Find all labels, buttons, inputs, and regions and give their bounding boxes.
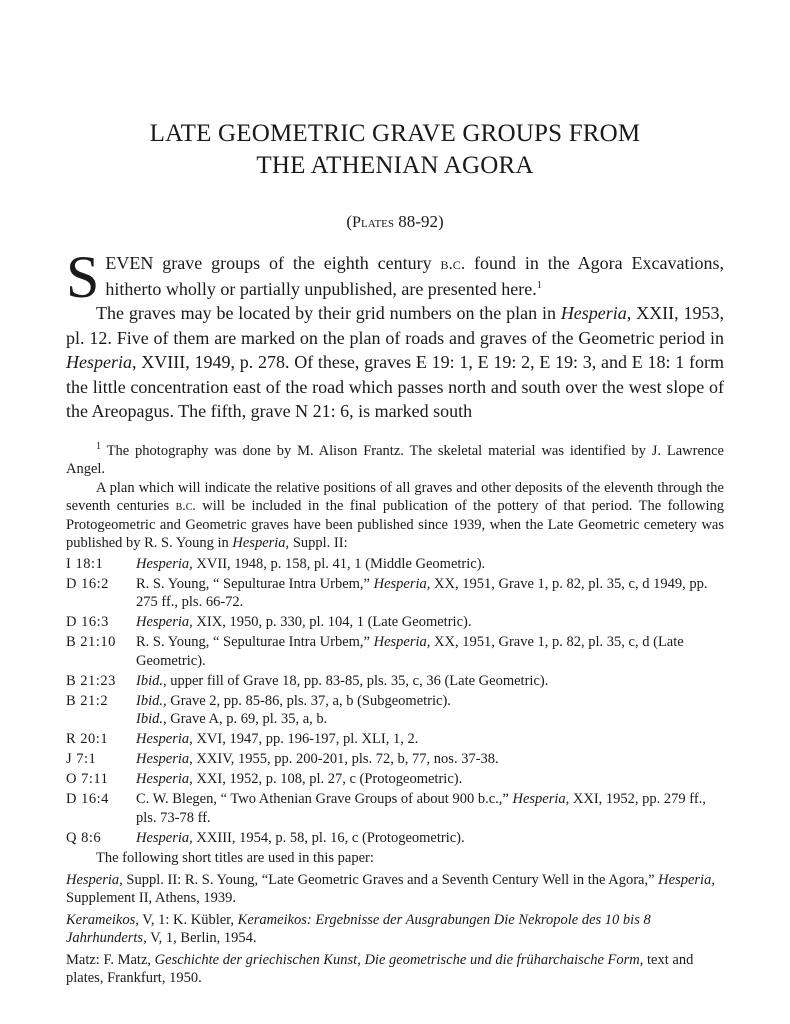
reference-line bbox=[136, 790, 724, 827]
ref-pre: C. W. Blegen, “ Two Athenian Grave Groups of about 900 b.c.,” bbox=[136, 791, 513, 807]
ref-journal: Hesperia, bbox=[512, 791, 570, 807]
page bbox=[66, 118, 724, 988]
reference-line bbox=[136, 633, 724, 670]
fn-text-c: Suppl. II: bbox=[289, 535, 348, 551]
loc-text-a: The graves may be located by their grid numbers on the plan in bbox=[96, 303, 561, 323]
reference-row bbox=[66, 555, 724, 574]
reference-line bbox=[136, 770, 724, 789]
article-title bbox=[66, 118, 724, 182]
ref-post: XX, 1951, Grave 1, p. 82, pl. 35, c, d 1949, pp. 275 ff., pls. 66-72. bbox=[136, 575, 708, 610]
ref-journal: Hesperia, bbox=[136, 731, 193, 747]
short-title-abbr: Hesperia, bbox=[66, 871, 123, 888]
short-title-entry bbox=[66, 871, 724, 908]
reference-desc bbox=[136, 750, 724, 769]
ref-post: XXI, 1952, p. 108, pl. 27, c (Protogeometric). bbox=[192, 771, 463, 787]
reference-desc bbox=[136, 633, 724, 670]
fn-text-b: will be included in the final publication of the pottery of that period. The following Protogeometric and Geometric graves have been published since 1939, when the Late Geometric cemetery was published by R. S. Young in bbox=[66, 498, 724, 551]
title-line-1: LATE GEOMETRIC GRAVE GROUPS FROM bbox=[149, 120, 641, 147]
reference-line bbox=[136, 730, 724, 749]
grave-id: O 7:11 bbox=[66, 771, 109, 787]
reference-line bbox=[136, 575, 724, 612]
ref-post: upper fill of Grave 18, pp. 83-85, pls. 35, c, 36 (Late Geometric). bbox=[166, 672, 549, 689]
footnote-line-1 bbox=[66, 442, 724, 479]
intro-paragraph bbox=[66, 244, 724, 310]
reference-row bbox=[66, 613, 724, 632]
fn-hesperia: Hesperia, bbox=[232, 535, 290, 551]
loc-hesperia-1: Hesperia, bbox=[560, 303, 632, 323]
reference-row bbox=[66, 672, 724, 691]
reference-row bbox=[66, 770, 724, 789]
footnote-paragraph-2 bbox=[66, 479, 724, 553]
ref-post: XVII, 1948, p. 158, pl. 41, 1 (Middle Geometric). bbox=[192, 555, 486, 572]
short-title-abbr: Kerameikos, bbox=[66, 911, 139, 928]
ref-post: XXI, 1952, pp. 279 ff., pls. 73-78 ff. bbox=[136, 791, 706, 826]
ref-post: XXIV, 1955, pp. 200-201, pls. 72, b, 77, nos. 37-38. bbox=[192, 751, 499, 767]
short-titles-list bbox=[66, 871, 724, 988]
grave-id: Q 8:6 bbox=[66, 829, 102, 846]
reference-line bbox=[136, 672, 724, 691]
ref-post: XXIII, 1954, p. 58, pl. 16, c (Protogeometric). bbox=[192, 829, 465, 846]
reference-line bbox=[136, 555, 724, 574]
ref-pre: R. S. Young, “ Sepulturae Intra Urbem,” bbox=[136, 634, 374, 650]
short-title-abbr-rest: Matz: bbox=[66, 951, 100, 968]
ref-post: XVI, 1947, pp. 196-197, pl. XLI, 1, 2. bbox=[192, 731, 419, 747]
reference-row bbox=[66, 790, 724, 827]
short-titles-intro: The following short titles are used in this paper: bbox=[96, 850, 374, 866]
loc-text-b: XXII, 1953, pl. 12. Five of them are marked on the plan of roads and graves of the Geometric period in bbox=[66, 303, 724, 348]
plates-reference bbox=[66, 212, 724, 233]
short-title-abbr-rest: V, 1: bbox=[138, 911, 170, 928]
grave-id: B 21:10 bbox=[66, 634, 116, 650]
location-paragraph bbox=[66, 301, 724, 424]
grave-id: B 21:2 bbox=[66, 692, 109, 709]
short-title-work: Hesperia, bbox=[658, 871, 715, 888]
short-title-entry bbox=[66, 951, 724, 988]
reference-line-2 bbox=[136, 710, 724, 729]
footnote bbox=[66, 442, 724, 553]
ref-journal: Hesperia, bbox=[373, 634, 431, 650]
ref-journal: Hesperia, bbox=[136, 614, 193, 630]
plates-range: 88-92) bbox=[394, 212, 444, 231]
reference-desc bbox=[136, 770, 724, 789]
short-title-text-a: F. Matz, bbox=[99, 951, 155, 968]
ref-journal: Hesperia, bbox=[136, 771, 193, 787]
drop-cap: S bbox=[66, 244, 100, 310]
reference-line bbox=[136, 692, 724, 711]
grave-id: J 7:1 bbox=[66, 751, 97, 767]
ref-journal: Hesperia, bbox=[136, 555, 193, 572]
short-title-work: Geschichte der griechischen Kunst, Die geometrische und die früharchaische Form, bbox=[154, 951, 644, 968]
short-title-entry bbox=[66, 911, 724, 948]
reference-desc bbox=[136, 555, 724, 574]
grave-id: R 20:1 bbox=[66, 731, 109, 747]
ref-pre: R. S. Young, “ Sepulturae Intra Urbem,” bbox=[136, 575, 374, 592]
plates-open: ( bbox=[346, 212, 353, 231]
reference-line bbox=[136, 613, 724, 632]
body-text bbox=[66, 244, 724, 424]
grave-id: D 16:3 bbox=[66, 614, 109, 630]
reference-desc bbox=[136, 692, 724, 729]
intro-text-a: EVEN grave groups of the eighth century bbox=[105, 253, 441, 273]
reference-row bbox=[66, 730, 724, 749]
ref-journal: Hesperia, bbox=[373, 575, 431, 592]
reference-row bbox=[66, 575, 724, 612]
short-title-text-b: text and plates, Frankfurt, 1950. bbox=[66, 951, 694, 986]
reference-desc bbox=[136, 672, 724, 691]
grave-id: D 16:4 bbox=[66, 791, 109, 807]
ref-extra-post: Grave A, p. 69, pl. 35, a, b. bbox=[166, 711, 328, 727]
reference-desc bbox=[136, 790, 724, 827]
grave-id: D 16:2 bbox=[66, 575, 109, 592]
ref-post: XX, 1951, Grave 1, p. 82, pl. 35, c, d (Late Geometric). bbox=[136, 634, 684, 669]
ref-journal: Ibid., bbox=[136, 672, 167, 689]
short-title-text-b: V, 1, Berlin, 1954. bbox=[146, 930, 257, 946]
loc-hesperia-2: Hesperia, bbox=[66, 352, 137, 372]
footnote-text-1: The photography was done by M. Alison Frantz. The skeletal material was identified by J. Lawrence Angel. bbox=[66, 442, 724, 477]
reference-row bbox=[66, 692, 724, 729]
loc-text-c: XVIII, 1949, p. 278. Of these, graves E 19: 1, E 19: 2, E 19: 3, and E 18: 1 form the little concentration east of the road which passes north and south over the west slope of the Areopagus. The fifth, grave N 21: 6, is marked south bbox=[66, 352, 724, 421]
ref-extra-journal: Ibid., bbox=[136, 711, 167, 727]
title-line-2: THE ATHENIAN AGORA bbox=[256, 152, 534, 179]
ref-journal: Hesperia, bbox=[136, 829, 193, 846]
reference-desc bbox=[136, 613, 724, 632]
reference-row bbox=[66, 829, 724, 848]
reference-line bbox=[136, 829, 724, 848]
intro-text-b: found in the Agora Excavations, hitherto wholly or partially unpublished, are presented here. bbox=[105, 253, 724, 299]
reference-desc bbox=[136, 575, 724, 612]
reference-row bbox=[66, 750, 724, 769]
ref-journal: Hesperia, bbox=[136, 751, 193, 767]
short-title-text-b: Supplement II, Athens, 1939. bbox=[66, 890, 236, 906]
intro-bc: b.c. bbox=[440, 254, 466, 273]
fn-bc: b.c. bbox=[175, 498, 196, 513]
ref-post: Grave 2, pp. 85-86, pls. 37, a, b (Subgeometric). bbox=[166, 692, 451, 709]
footnote-ref[interactable]: 1 bbox=[536, 279, 542, 291]
short-title-abbr-rest: Suppl. II: bbox=[122, 871, 182, 888]
footnote-number: 1 bbox=[96, 440, 101, 452]
grave-id: B 21:23 bbox=[66, 672, 116, 689]
plates-label: Plates bbox=[352, 214, 395, 231]
ref-post: XIX, 1950, p. 330, pl. 104, 1 (Late Geometric). bbox=[192, 614, 472, 630]
fn-text-a: A plan which will indicate the relative positions of all graves and other deposits of the eleventh through the seventh centuries bbox=[66, 479, 724, 514]
grave-reference-list bbox=[66, 555, 724, 848]
short-title-work: Kerameikos: Ergebnisse der Ausgrabungen Die Nekropole des 10 bis 8 Jahrhunderts, bbox=[66, 911, 651, 946]
reference-desc bbox=[136, 730, 724, 749]
reference-line bbox=[136, 750, 724, 769]
reference-desc bbox=[136, 829, 724, 848]
short-title-text-a: R. S. Young, “Late Geometric Graves and a Seventh Century Well in the Agora,” bbox=[181, 871, 659, 888]
ref-journal: Ibid., bbox=[136, 692, 167, 709]
grave-id: I 18:1 bbox=[66, 555, 104, 572]
short-title-text-a: K. Kübler, bbox=[169, 911, 238, 928]
reference-row bbox=[66, 633, 724, 670]
